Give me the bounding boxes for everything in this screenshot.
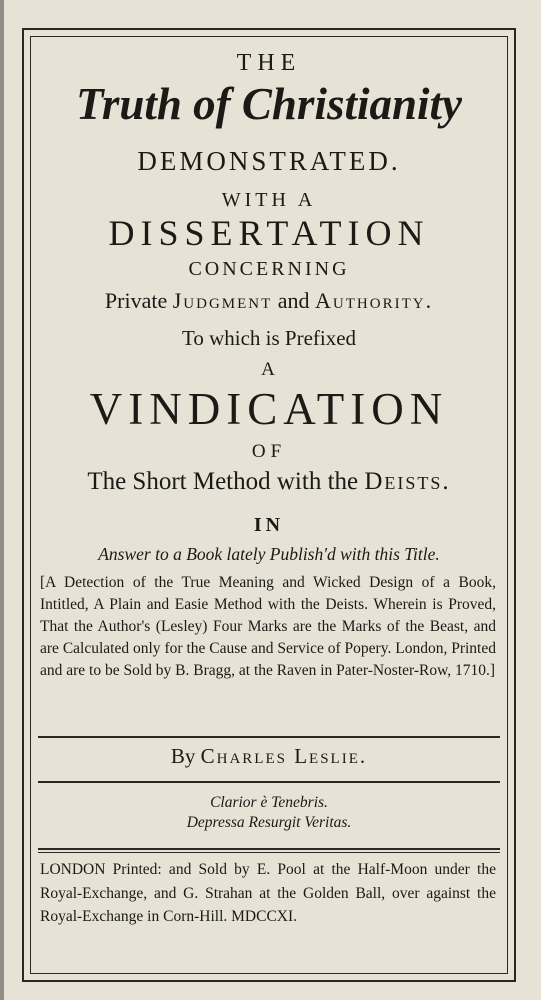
of-word: OF (251, 441, 287, 462)
inner-border (30, 36, 508, 974)
motto-line-1: Clarior è Tenebris. (210, 794, 328, 811)
judgment-word: Judgment (172, 288, 273, 313)
authority-word: Authority. (315, 288, 434, 313)
main-title: Truth of Christianity (76, 79, 462, 129)
in-word: IN (253, 514, 285, 536)
dissertation: DISSERTATION (108, 213, 430, 253)
with-a: WITH A (221, 189, 317, 211)
private-word: Private (104, 288, 173, 313)
subtitle-demonstrated: DEMONSTRATED. (137, 146, 401, 176)
detection-paragraph: [A Detection of the True Meaning and Wicked Design of a Book, Intitled, A Plain and Easie Method with the Deists. Wherein is Proved, That the Author's (Lesley) Four Marks are the Marks of the Beast, and are Calculated only for the Cause and Service of Popery. London, Printed and are to be Sold by B. Bragg, at the Raven in Pater-Noster-Row, 1710.] (40, 574, 496, 679)
vindication: VINDICATION (89, 384, 449, 434)
motto-line-2: Depressa Resurgit Veritas. (186, 814, 352, 831)
heading-the: THE (236, 50, 302, 76)
letter-a: A (261, 359, 277, 380)
author-name: Charles Leslie. (200, 744, 368, 768)
and-word: and (272, 288, 316, 313)
prefixed-line: To which is Prefixed (181, 326, 357, 350)
answer-line: Answer to a Book lately Publish'd with this Title. (98, 544, 440, 564)
short-method-text: The Short Method with the (87, 468, 365, 495)
deists-word: Deists. (364, 468, 451, 495)
concerning: CONCERNING (188, 258, 350, 280)
imprint-paragraph: LONDON Printed: and Sold by E. Pool at the Half-Moon under the Royal-Exchange, and G. Strahan at the Golden Ball, over against the Royal-Exchange in Corn-Hill. MDCCXI. (40, 861, 496, 925)
by-word: By (170, 744, 201, 768)
